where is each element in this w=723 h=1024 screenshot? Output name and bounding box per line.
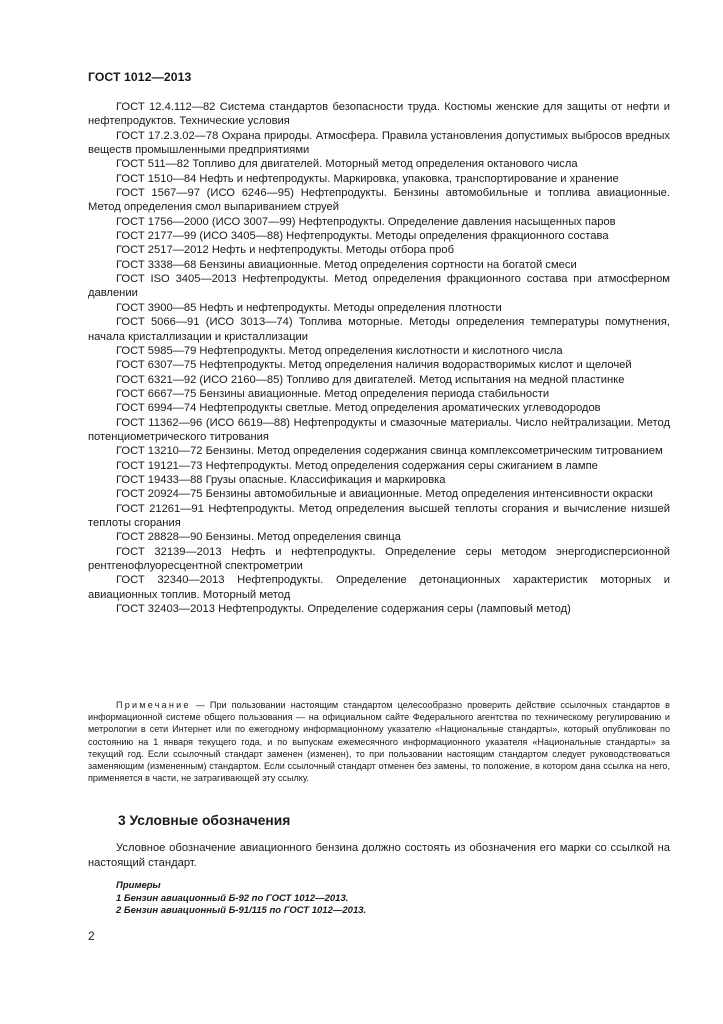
reference-item: ГОСТ 32340—2013 Нефтепродукты. Определение детонационных характеристик моторных и авиационных топлив. Моторный метод	[88, 574, 670, 601]
reference-item: ГОСТ 32403—2013 Нефтепродукты. Определение содержания серы (ламповый метод)	[116, 603, 571, 616]
reference-item: ГОСТ 1567—97 (ИСО 6246—95) Нефтепродукты. Бензины автомобильные и топлива авиационные. Метод определения смол выпариванием струей	[88, 187, 670, 214]
reference-item: ГОСТ 6994—74 Нефтепродукты светлые. Метод определения ароматических углеводородов	[116, 402, 601, 415]
reference-item: ГОСТ 17.2.3.02—78 Охрана природы. Атмосфера. Правила установления допустимых выбросов вредных веществ промышленными предприятиями	[88, 129, 670, 157]
reference-item: ГОСТ 32139—2013 Нефть и нефтепродукты. Определение серы методом энергодисперсионной рентгенофлуоресцентной спектрометрии	[88, 545, 670, 572]
reference-item: ГОСТ 13210—72 Бензины. Метод определения содержания свинца комплексометрическим титрованием	[116, 445, 663, 458]
reference-item: ГОСТ 5066—91 (ИСО 3013—74) Топлива моторные. Методы определения температуры помутнения, начала кристаллизации и кристаллизации	[88, 316, 670, 343]
reference-item: ГОСТ 19121—73 Нефтепродукты. Метод определения содержания серы сжиганием в лампе	[116, 459, 598, 472]
section-paragraph: Условное обозначение авиационного бензина должно состоять из обозначения его марки со ссылкой на настоящий стандарт.	[88, 842, 670, 869]
reference-item: ГОСТ 21261—91 Нефтепродукты. Метод определения высшей теплоты сгорания и вычисление низшей теплоты сгорания	[88, 502, 670, 529]
page-number: 2	[88, 929, 95, 943]
normative-references-list	[88, 100, 670, 616]
section-heading: 3 Условные обозначения	[118, 813, 291, 828]
reference-item: ГОСТ 6307—75 Нефтепродукты. Метод определения наличия водорастворимых кислот и щелочей	[116, 359, 632, 372]
reference-item: ГОСТ 28828—90 Бензины. Метод определения свинца	[116, 531, 401, 544]
reference-item: ГОСТ 2177—99 (ИСО 3405—88) Нефтепродукты. Методы определения фракционного состава	[116, 230, 609, 243]
reference-item: ГОСТ 3338—68 Бензины авиационные. Метод определения сортности на богатой смеси	[116, 258, 577, 271]
page-header: ГОСТ 1012—2013	[88, 70, 192, 84]
reference-item: ГОСТ 11362—96 (ИСО 6619—88) Нефтепродукты и смазочные материалы. Число нейтрализации. Метод потенциометрического титрования	[88, 416, 670, 443]
section-body	[88, 841, 670, 870]
note-text: — При пользовании настоящим стандартом целесообразно проверить действие ссылочных стандартов в информационной системе общего пользования — на официальном сайте Федерального агентства по техническому регулированию и метрологии в сети Интернет или по ежегодному информационному указателю «Национальные стандарты», который опубликован по состоянию на 1 января текущего года, и по выпускам ежемесячного информационного указателя «Национальные стандарты» за текущий год. Если ссылочный стандарт заменен (изменен), то при пользовании настоящим стандартом следует руководствоваться заменяющим (измененным) стандартом. Если ссылочный стандарт отменен без замены, то положение, в котором дана ссылка на него, применяется в части, не затрагивающей эту ссылку.	[88, 700, 670, 784]
reference-item: ГОСТ 19433—88 Грузы опасные. Классификация и маркировка	[116, 473, 446, 486]
examples-label: Примеры	[116, 880, 161, 891]
note-paragraph	[88, 699, 670, 784]
reference-item: ГОСТ ISO 3405—2013 Нефтепродукты. Метод определения фракционного состава при атмосферном давлении	[88, 273, 670, 300]
reference-item: ГОСТ 511—82 Топливо для двигателей. Моторный метод определения октанового числа	[116, 158, 578, 171]
example-item: 1 Бензин авиационный Б-92 по ГОСТ 1012—2013.	[116, 892, 349, 904]
reference-item: ГОСТ 5985—79 Нефтепродукты. Метод определения кислотности и кислотного числа	[116, 344, 563, 357]
reference-item: ГОСТ 20924—75 Бензины автомобильные и авиационные. Метод определения интенсивности окраски	[116, 488, 653, 501]
reference-item: ГОСТ 3900—85 Нефть и нефтепродукты. Методы определения плотности	[116, 301, 502, 314]
reference-item: ГОСТ 6667—75 Бензины авиационные. Метод определения периода стабильности	[116, 387, 550, 400]
reference-item: ГОСТ 6321—92 (ИСО 2160—85) Топливо для двигателей. Метод испытания на медной пластинке	[116, 373, 625, 386]
note-label: Примечание	[116, 700, 191, 710]
example-item: 2 Бензин авиационный Б-91/115 по ГОСТ 1012—2013.	[116, 905, 367, 917]
reference-item: ГОСТ 12.4.112—82 Система стандартов безопасности труда. Костюмы женские для защиты от нефти и нефтепродуктов. Технические условия	[88, 101, 670, 128]
reference-item: ГОСТ 1510—84 Нефть и нефтепродукты. Маркировка, упаковка, транспортирование и хранение	[116, 172, 619, 185]
examples-block	[116, 880, 366, 918]
reference-item: ГОСТ 1756—2000 (ИСО 3007—99) Нефтепродукты. Определение давления насыщенных паров	[116, 215, 616, 228]
references-note	[88, 699, 670, 784]
reference-item: ГОСТ 2517—2012 Нефть и нефтепродукты. Методы отбора проб	[116, 244, 455, 257]
